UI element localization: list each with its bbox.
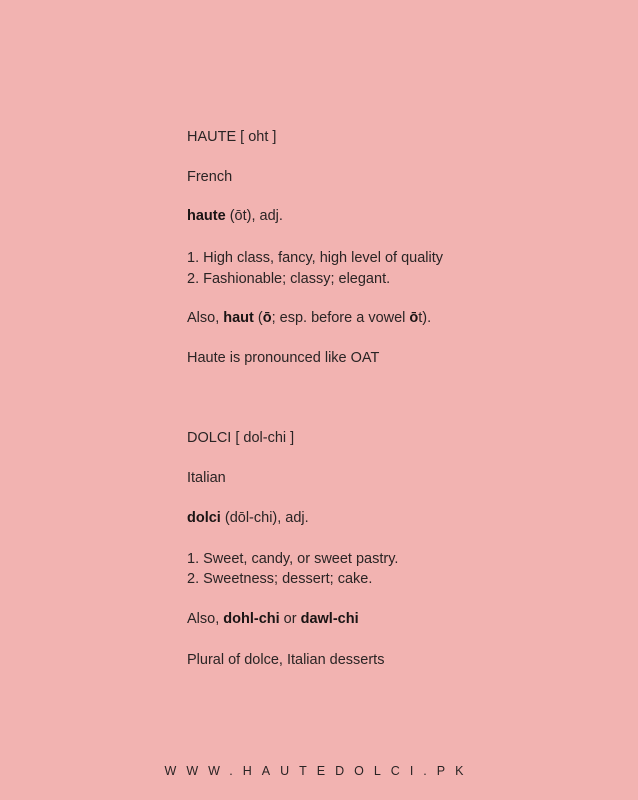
also-prefix: Also, [187, 310, 224, 326]
also-mid: ( [253, 310, 263, 326]
also-line-haute [187, 308, 431, 328]
headword-haute: HAUTE [ oht ] [187, 129, 277, 145]
pos-line-dolci [187, 508, 309, 528]
also-word-1: dohl-chi [223, 611, 280, 627]
also-line-dolci [187, 609, 359, 629]
pos-word-haute: haute [187, 208, 226, 224]
also-bold-o1: ō [262, 310, 272, 326]
also-prefix: Also, [187, 611, 224, 627]
also-or: or [279, 611, 301, 627]
definition-2-dolci: 2. Sweetness; dessert; cake. [187, 571, 373, 587]
also-word-2: dawl-chi [300, 611, 359, 627]
also-word: haut [223, 310, 254, 326]
definition-1-dolci: 1. Sweet, candy, or sweet pastry. [187, 551, 399, 567]
pos-line-haute [187, 206, 283, 226]
also-bold-o2: ō [409, 310, 419, 326]
pos-word-dolci: dolci [187, 510, 221, 526]
definition-1-haute: 1. High class, fancy, high level of quality [187, 250, 444, 266]
note-haute: Haute is pronounced like OAT [187, 350, 380, 366]
note-dolci: Plural of dolce, Italian desserts [187, 652, 385, 668]
headword-dolci: DOLCI [ dol-chi ] [187, 430, 295, 446]
language-haute: French [187, 169, 233, 185]
pos-rest-haute: (ōt), adj. [225, 208, 283, 224]
pos-rest-dolci: (dōl-chi), adj. [220, 510, 309, 526]
also-text: ; esp. before a vowel [271, 310, 410, 326]
definition-2-haute: 2. Fashionable; classy; elegant. [187, 271, 391, 287]
also-end: t). [418, 310, 432, 326]
footer-url: WWW.HAUTEDOLCI.PK [164, 764, 474, 778]
language-dolci: Italian [187, 470, 226, 486]
